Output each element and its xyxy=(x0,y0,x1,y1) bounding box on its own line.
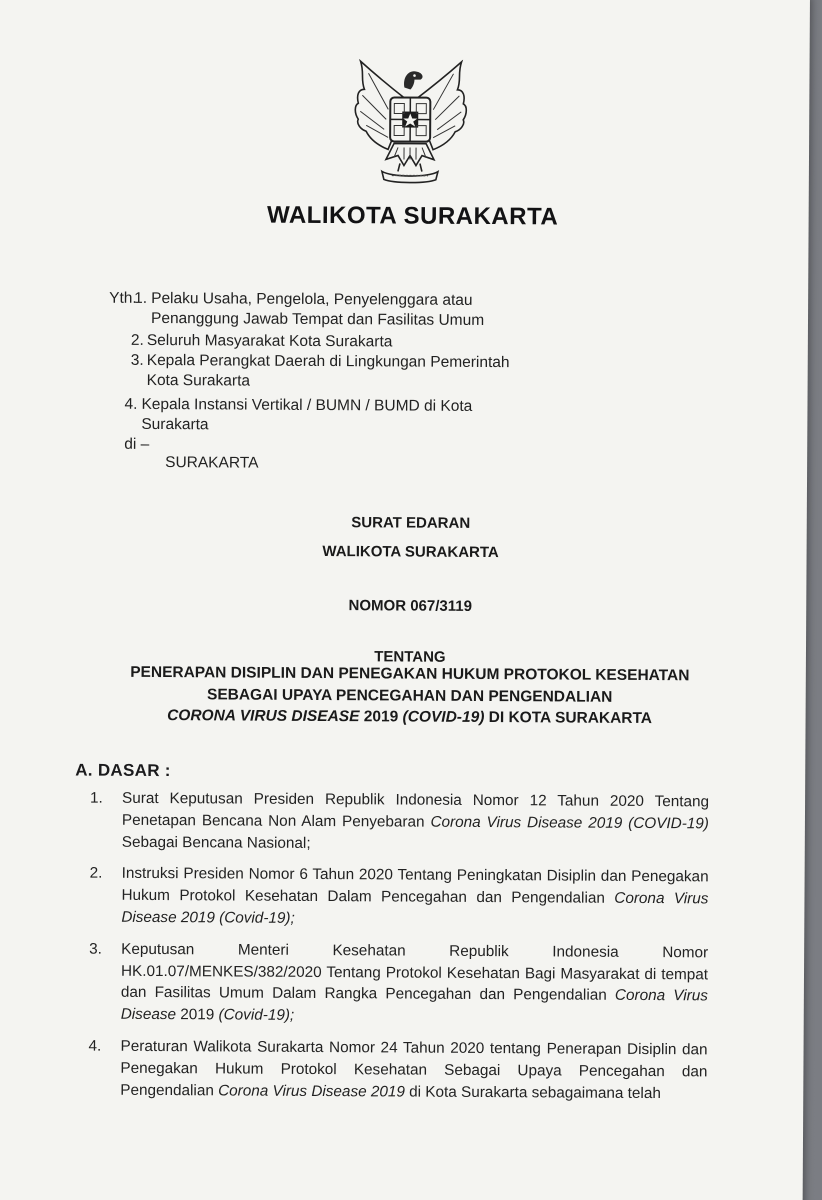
recipient-2-num: 2. xyxy=(130,331,144,349)
heading-tentang: TENTANG xyxy=(374,648,446,666)
dasar-item xyxy=(82,1036,707,1105)
italic-term: Corona Virus Disease 2019 (COVID-19) xyxy=(430,813,709,833)
dasar-item xyxy=(84,788,709,857)
section-a-heading: A. DASAR : xyxy=(75,760,171,781)
dasar-item-text xyxy=(120,1036,707,1105)
dasar-item-text xyxy=(121,939,709,1030)
subject-covid19-italic: (COVID-19) xyxy=(402,708,485,727)
text-run: Instruksi Presiden Nomor 6 Tahun 2020 Tentang Peningkatan Disiplin dan Penegakan Hukum Protokol Kesehatan Dalam Pencegahan dan Pengendalian xyxy=(121,865,709,907)
dasar-item-number: 4. xyxy=(88,1037,102,1055)
heading-walikota: WALIKOTA SURAKARTA xyxy=(322,543,499,562)
text-run: di Kota Surakarta sebagaimana telah xyxy=(404,1083,661,1102)
text-run: 2019 xyxy=(175,1006,219,1024)
dasar-item-text xyxy=(121,863,708,932)
recipient-1-line2: Penanggung Jawab Tempat dan Fasilitas Umum xyxy=(150,309,485,330)
subject-line-2: SEBAGAI UPAYA PENCEGAHAN DAN PENGENDALIAN xyxy=(206,685,613,706)
recipient-2-line1: Seluruh Masyarakat Kota Surakarta xyxy=(146,331,393,351)
recipient-1-line1: Pelaku Usaha, Pengelola, Penyelenggara atau xyxy=(151,289,473,309)
dasar-item-number: 1. xyxy=(90,789,103,807)
document-title: WALIKOTA SURAKARTA xyxy=(266,201,559,231)
recipients-salutation: Yth. xyxy=(109,289,137,307)
heading-nomor: NOMOR 067/3119 xyxy=(348,597,473,615)
subject-city: DI KOTA SURAKARTA xyxy=(484,709,653,728)
subject-line-1: PENERAPAN DISIPLIN DAN PENEGAKAN HUKUM PROTOKOL KESEHATAN xyxy=(130,663,690,685)
dasar-item xyxy=(83,863,708,932)
recipient-place: SURAKARTA xyxy=(165,454,259,472)
recipient-3-num: 3. xyxy=(130,351,144,369)
dasar-item-number: 3. xyxy=(89,940,102,958)
garuda-emblem-icon xyxy=(348,59,474,190)
recipient-1-num: 1. xyxy=(134,289,148,307)
subject-block xyxy=(70,661,750,730)
recipient-4-num: 4. xyxy=(124,395,138,413)
recipient-3-line1: Kepala Perangkat Daerah di Lingkungan Pemerintah xyxy=(146,351,510,372)
section-a-list xyxy=(82,788,709,1115)
subject-line-3 xyxy=(70,704,750,730)
dasar-item-text xyxy=(122,788,709,857)
text-run: Sebagai Bencana Nasional; xyxy=(121,833,311,852)
recipient-di: di – xyxy=(124,435,150,453)
italic-term: Corona Virus Disease 2019 xyxy=(218,1081,405,1101)
subject-covid-italic: CORONA VIRUS DISEASE xyxy=(167,707,360,726)
italic-term: Corona Virus Disease 2019 (Covid-19); xyxy=(121,889,709,927)
recipient-3-line2: Kota Surakarta xyxy=(146,371,251,390)
recipient-4-line2: Surakarta xyxy=(141,415,209,434)
recipient-4-line1: Kepala Instansi Vertikal / BUMN / BUMD di Kota xyxy=(141,395,473,415)
text-run: Keputusan Menteri Kesehatan Republik Indonesia Nomor HK.01.07/MENKES/382/2020 Tentang Protokol Kesehatan Bagi Masyarakat di tempat dan Fasilitas Umum Dalam Rangka Pencegahan dan Pengendalian xyxy=(120,940,709,1005)
dasar-item xyxy=(83,938,709,1029)
text-run: Surat Keputusan Presiden Republik Indonesia Nomor 12 Tahun 2020 Tentang Penetapan Bencana Non Alam Penyebaran xyxy=(121,789,710,831)
italic-term: (Covid-19); xyxy=(218,1006,295,1025)
text-run: Peraturan Walikota Surakarta Nomor 24 Tahun 2020 tentang Penerapan Disiplin dan Penegakan Hukum Protokol Kesehatan Sebagai Upaya Pencegahan dan Pengendalian xyxy=(120,1037,708,1099)
dasar-item-number: 2. xyxy=(89,864,103,883)
italic-term: Corona Virus Disease xyxy=(120,987,708,1024)
heading-surat-edaran: SURAT EDARAN xyxy=(351,514,471,532)
subject-year: 2019 xyxy=(359,708,403,726)
